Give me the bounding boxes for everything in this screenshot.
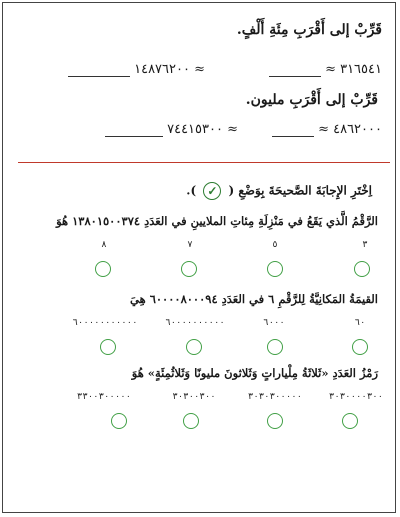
question-2-option-4: ٦٠٠٠٠٠٠٠٠٠٠٠ — [72, 318, 138, 328]
question-1-radio-1[interactable] — [354, 261, 370, 277]
question-3-radio-1[interactable] — [342, 413, 358, 429]
question-1-option-2: ٥ — [272, 240, 278, 250]
instruction-end: ). — [186, 183, 197, 198]
question-2-text: القيمَةُ المَكانِيَّةُ لِلرَّقْمِ ٦ في العَدَدِ ٦٠٠٠٠٨٠٠٠٩٤ هِيَ — [130, 292, 378, 306]
answer-blank-4[interactable] — [105, 136, 163, 137]
check-mark-icon: ✓ — [203, 182, 221, 200]
question-3-radio-2[interactable] — [267, 413, 283, 429]
round-item-1-number: ٣١٦٥٤١ ≈ — [325, 62, 382, 77]
question-2-option-3: ٦٠٠٠٠٠٠٠٠٠٠ — [165, 318, 225, 328]
question-3-option-1: ٣٠٣٠٠٠٠٣٠٠ — [328, 392, 384, 402]
round-item-3 — [272, 122, 382, 137]
question-1-radio-2[interactable] — [267, 261, 283, 277]
round-hundred-thousand-heading: قَرِّبْ إلى أَقْرَبِ مِئَةِ أَلْفٍ. — [236, 22, 382, 38]
page-frame — [2, 2, 396, 513]
answer-blank-3[interactable] — [272, 136, 314, 137]
round-item-1 — [269, 62, 382, 77]
question-2-radio-3[interactable] — [186, 339, 202, 355]
question-1-text: الرَّقْمُ الَّذي يَقَعُ في مَنْزِلَةِ مِئاتِ الملايينِ في العَدَدِ ١٣٨٠١٥٠٠٣٧٤ هُوَ — [56, 214, 378, 228]
round-item-3-number: ٤٨٦٢٠٠٠ ≈ — [318, 122, 382, 137]
question-3-option-3: ٣٠٣٠٠٣٠٠ — [172, 392, 216, 402]
question-3-radio-3[interactable] — [183, 413, 199, 429]
multiple-choice-instruction — [186, 182, 372, 200]
question-2-radio-4[interactable] — [100, 339, 116, 355]
instruction-text: اِخْتَرِ الإِجابَةَ الصَّحيحَةَ بِوَضْعِ ( — [228, 183, 372, 198]
question-1-radio-4[interactable] — [95, 261, 111, 277]
question-3-option-2: ٣٠٣٠٣٠٠٠٠٠ — [247, 392, 303, 402]
question-2-option-1: ٦٠ — [354, 318, 366, 328]
round-item-4 — [105, 122, 238, 137]
round-item-2 — [68, 62, 205, 77]
question-2-option-2: ٦٠٠٠ — [263, 318, 285, 328]
answer-blank-1[interactable] — [269, 76, 321, 77]
question-1-radio-3[interactable] — [181, 261, 197, 277]
question-1-option-3: ٧ — [187, 240, 193, 250]
answer-blank-2[interactable] — [68, 76, 130, 77]
question-3-text: رَمْزُ العَدَدِ «ثَلاثَةُ مِلْياراتٍ وَثَلاثونَ مليونًا وَثَلاثُمِئَةٍ» هُوَ — [131, 366, 378, 380]
question-3-radio-4[interactable] — [111, 413, 127, 429]
question-1-option-1: ٣ — [362, 240, 368, 250]
question-2-radio-2[interactable] — [267, 339, 283, 355]
round-item-2-number: ≈ ١٤٨٧٦٢٠٠ — [134, 62, 205, 77]
question-3-option-4: ٣٣٠٠٣٠٠٠٠٠ — [76, 392, 132, 402]
question-2-radio-1[interactable] — [352, 339, 368, 355]
section-divider — [18, 162, 390, 163]
round-million-heading: قَرِّبْ إلى أَقْرَبِ مليون. — [245, 92, 378, 108]
question-1-option-4: ٨ — [101, 240, 107, 250]
round-item-4-number: ≈ ٧٤٤١٥٣٠٠ — [167, 122, 238, 137]
